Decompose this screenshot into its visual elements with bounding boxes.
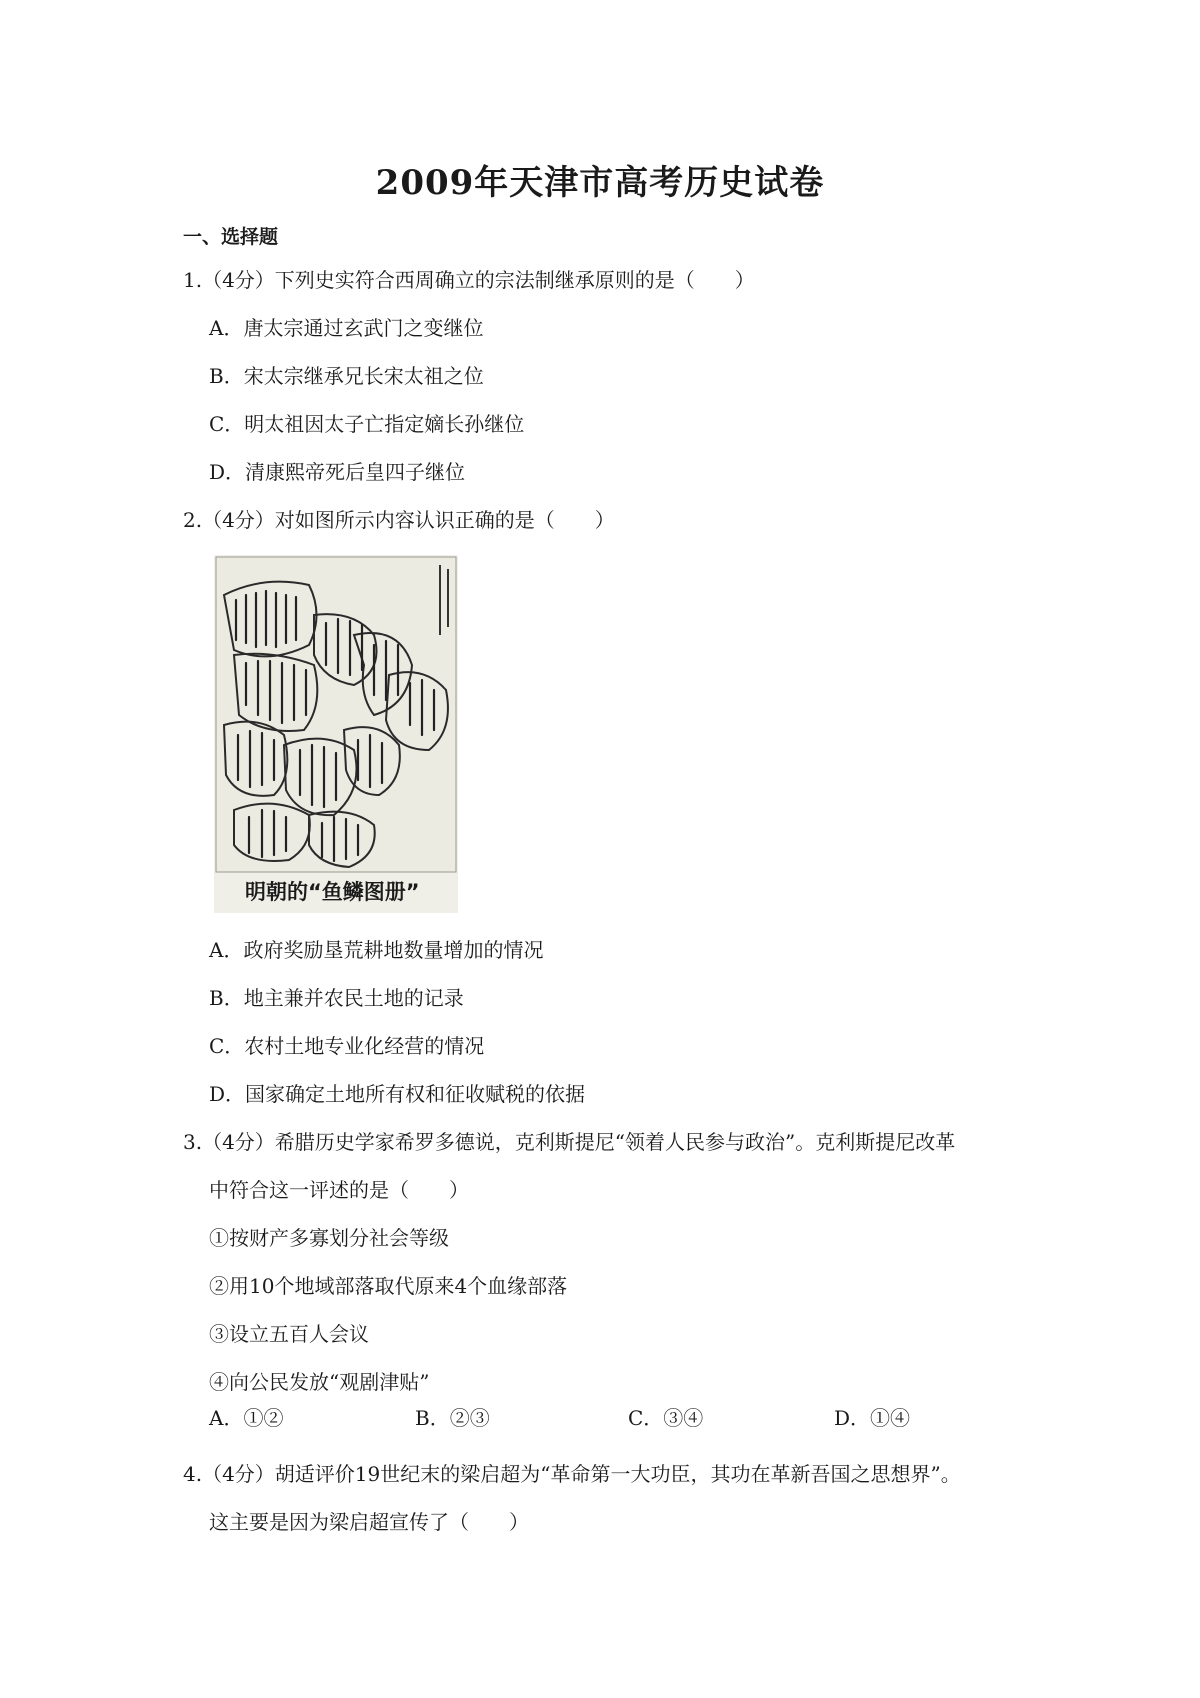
question-3-stem-line-1: 3.（4分）希腊历史学家希罗多德说，克利斯提尼“领着人民参与政治”。克利斯提尼改革 — [183, 1130, 956, 1154]
question-1-option-a: A．唐太宗通过玄武门之变继位 — [209, 316, 484, 340]
question-1-option-c: C．明太祖因太子亡指定嫡长孙继位 — [209, 412, 525, 436]
question-1-stem: 1.（4分）下列史实符合西周确立的宗法制继承原则的是（ ） — [183, 268, 755, 292]
question-3-choice-c: C．③④ — [628, 1406, 704, 1430]
question-3-choice-a: A．①② — [209, 1406, 284, 1430]
question-3-item-4: ④向公民发放“观剧津贴” — [209, 1370, 430, 1394]
question-4-stem-line-2: 这主要是因为梁启超宣传了（ ） — [209, 1510, 529, 1534]
question-3-choices — [209, 1402, 969, 1430]
question-3-item-3: ③设立五百人会议 — [209, 1322, 369, 1346]
question-3-item-2: ②用10个地域部落取代原来4个血缘部落 — [209, 1274, 568, 1298]
question-3-item-1: ①按财产多寡划分社会等级 — [209, 1226, 449, 1250]
question-3-choice-b: B．②③ — [415, 1406, 490, 1430]
question-4-stem-line-1: 4.（4分）胡适评价19世纪末的梁启超为“革命第一大功臣，其功在革新吾国之思想界”。 — [183, 1462, 961, 1486]
question-2-option-c: C．农村土地专业化经营的情况 — [209, 1034, 485, 1058]
page-title: 2009年天津市高考历史试卷 — [375, 163, 825, 203]
question-2-option-d: D．国家确定土地所有权和征收赋税的依据 — [209, 1082, 586, 1106]
question-3-stem-line-2: 中符合这一评述的是（ ） — [209, 1178, 469, 1202]
question-3-choice-d: D．①④ — [834, 1406, 911, 1430]
figure-caption: 明朝的“鱼鳞图册” — [245, 880, 420, 904]
question-1-option-b: B．宋太宗继承兄长宋太祖之位 — [209, 364, 484, 388]
question-2-option-a: A．政府奖励垦荒耕地数量增加的情况 — [209, 938, 544, 962]
question-1-option-d: D．清康熙帝死后皇四子继位 — [209, 460, 466, 484]
question-2-stem: 2.（4分）对如图所示内容认识正确的是（ ） — [183, 508, 615, 532]
section-heading: 一、选择题 — [183, 226, 279, 248]
question-2-option-b: B．地主兼并农民土地的记录 — [209, 986, 464, 1010]
fish-scale-map-image — [214, 555, 458, 913]
